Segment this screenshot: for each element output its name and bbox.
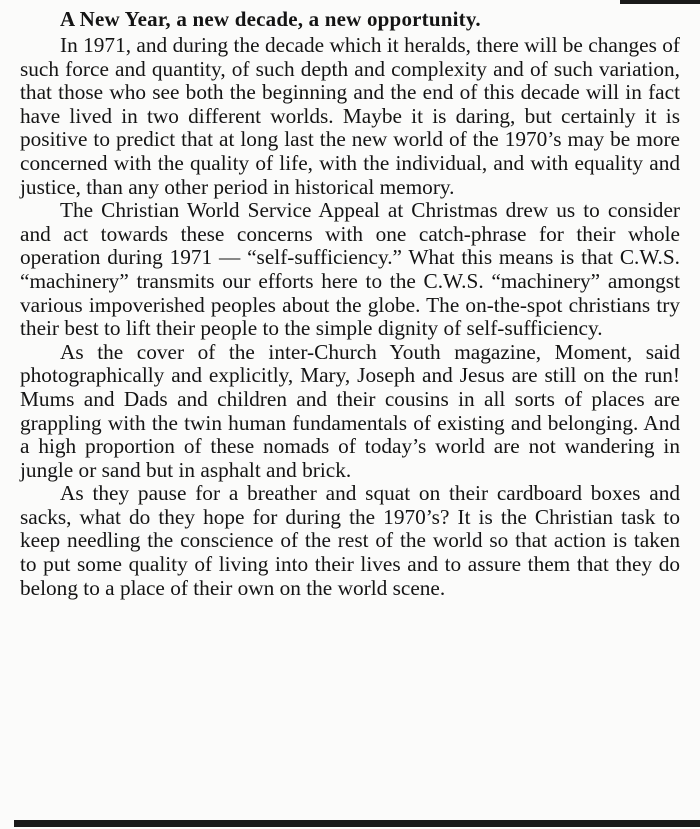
article-paragraph-1: In 1971, and during the decade which it heralds, there will be changes of such force and quantity, of such depth and complexity and of such variation, that those who see both the beginning and the end of this decade will in fact have lived in two different worlds. Maybe it is daring, but certainly it is positive to predict that at long last the new world of the 1970’s may be more concerned with the quality of life, with the individual, and with equality and justice, than any other period in historical memory. [20, 33, 680, 199]
article [20, 4, 680, 600]
article-paragraph-4: As they pause for a breather and squat on their cardboard boxes and sacks, what do they hope for during the 1970’s? It is the Christian task to keep needling the conscience of the rest of the world so that action is taken to put some quality of living into their lives and to assure them that they do belong to a place of their own on the world scene. [20, 481, 680, 600]
article-paragraph-3: As the cover of the inter-Church Youth magazine, Moment, said photographically and explicitly, Mary, Joseph and Jesus are still on the run! Mums and Dads and children and their cousins in all sorts of places are grappling with the twin human fundamentals of existing and belonging. And a high proportion of these nomads of today’s world are not wandering in jungle or sand but in asphalt and brick. [20, 339, 680, 482]
article-headline: A New Year, a new decade, a new opportunity. [60, 7, 481, 31]
article-paragraph-2: The Christian World Service Appeal at Christmas drew us to consider and act towards these concerns with one catch-phrase for their whole operation during 1971 — “self-sufficiency.” What this means is that C.W.S. “machinery” transmits our efforts here to the C.W.S. “machinery” amongst various impoverished peoples about the globe. The on-the-spot christians try their best to lift their people to the simple dignity of self-sufficiency. [20, 198, 680, 341]
bottom-rule [14, 820, 700, 827]
